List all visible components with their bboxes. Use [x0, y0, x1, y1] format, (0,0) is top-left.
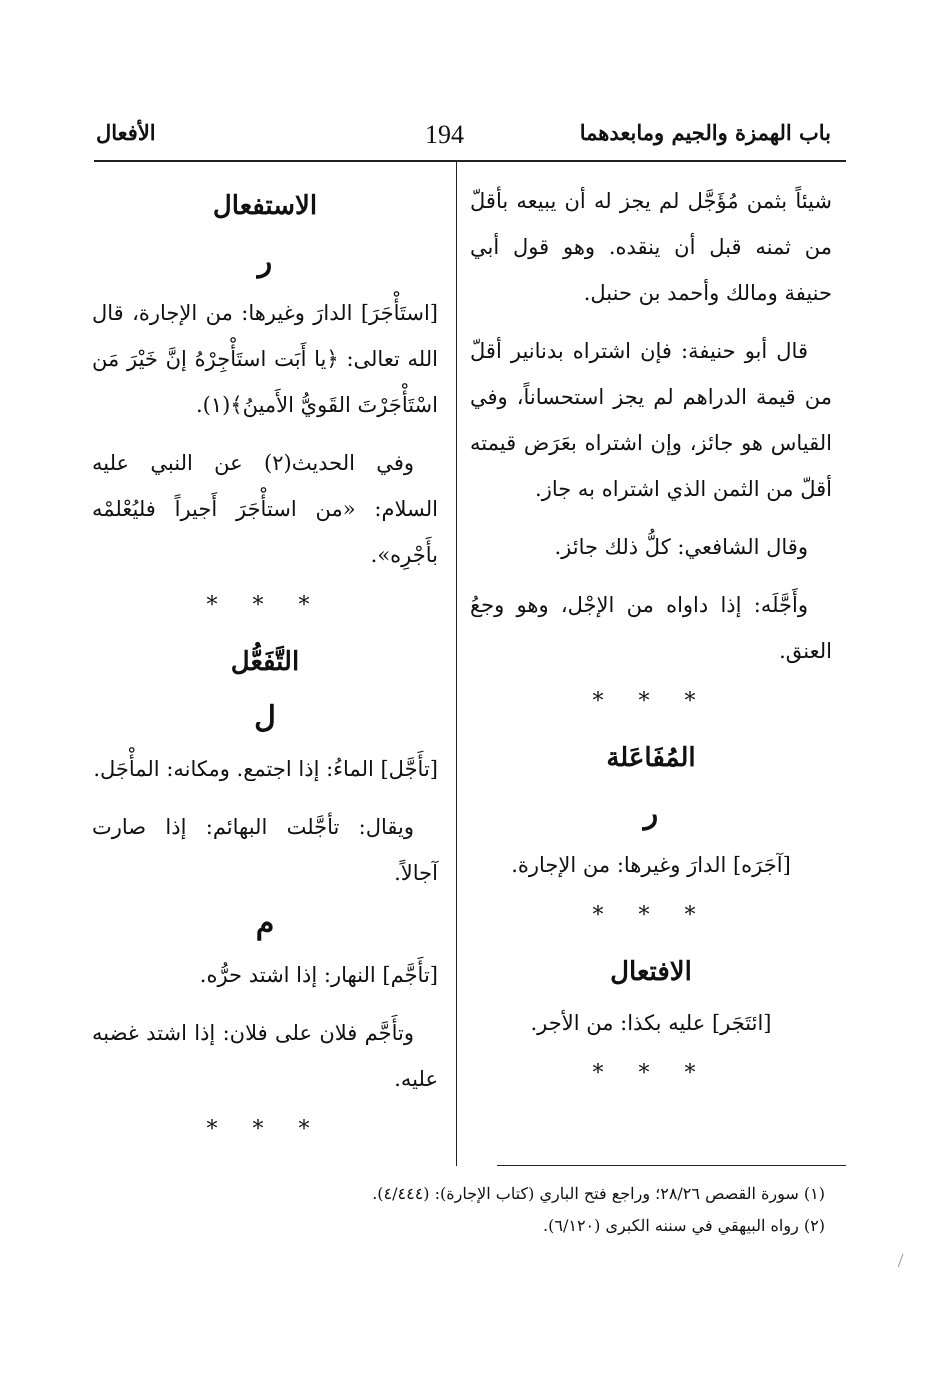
section-heading: الاستفعال: [212, 191, 318, 221]
root-letter: م: [255, 906, 275, 941]
paragraph: قال أبو حنيفة: فإن اشتراه بدنانير أقلّ من قيمة الدراهم لم يجز استحساناً، وفي القياس هو جائز، وإن اشتراه بعَرَض قيمته أقلّ من الثمن الذي اشتراه به جاز.: [470, 339, 832, 501]
right-column: [470, 178, 832, 1102]
section-heading: الافتعال: [610, 957, 692, 987]
running-header-section: الأفعال: [96, 120, 156, 145]
column-divider: [456, 162, 457, 1166]
left-column: [92, 178, 438, 1158]
paragraph: [ائتَجَر] عليه بكذا: من الأجر.: [530, 1011, 772, 1035]
paragraph: [تأَجَّل] الماءُ: إذا اجتمع. ومكانه: المأْجَل.: [93, 757, 438, 781]
paragraph: وفي الحديث(٢) عن النبي عليه السلام: «من استأْجَرَ أَجيراً فليُعْلمْه بأَجْرِه».: [92, 451, 438, 567]
paragraph: وقال الشافعي: كلُّ ذلك جائز.: [554, 535, 808, 559]
footnote-rule: [497, 1165, 846, 1166]
footnote: (١) سورة القصص ٢٨/٢٦؛ وراجع فتح الباري (كتاب الإجارة): (٤/٤٤٤).: [372, 1184, 825, 1203]
section-separator: * * *: [206, 1117, 324, 1142]
footnote: (٢) رواه البيهقي في سننه الكبرى (٦/١٢٠).: [543, 1216, 825, 1235]
running-header-chapter: باب الهمزة والجيم ومابعدهما: [579, 120, 831, 145]
paragraph: [آجَرَه] الدارَ وغيرها: من الإجارة.: [511, 853, 791, 877]
scan-mark: [898, 1254, 907, 1269]
root-letter: ر: [643, 796, 659, 831]
paragraph: [استَأْجَرَ] الدارَ وغيرها: من الإجارة، قال الله تعالى: ﴿يا أَبَت استَأْجِرْهُ إنَّ خَيْرَ مَن اسْتَأْجَرْتَ القَويُّ الأَمينُ﴾(١).: [92, 301, 438, 417]
section-heading: المُفَاعَلة: [606, 743, 696, 773]
section-heading: التَّفَعُّل: [230, 647, 300, 677]
section-separator: * * *: [592, 903, 710, 928]
section-separator: * * *: [206, 593, 324, 618]
section-separator: * * *: [592, 689, 710, 714]
paragraph: وتأَجَّم فلان على فلان: إذا اشتد غضبه عليه.: [92, 1021, 438, 1091]
paragraph: ويقال: تأجَّلت البهائم: إذا صارت آجالاً.: [92, 815, 438, 885]
paragraph: [تأَجَّم] النهار: إذا اشتد حرُّه.: [199, 963, 438, 987]
paragraph: وأَجَّلَه: إذا داواه من الإجْل، وهو وجعُ العنق.: [470, 593, 832, 663]
header-rule: [94, 160, 846, 162]
paragraph: شيئاً بثمن مُؤَجَّل لم يجز له أن يبيعه بأقلّ من ثمنه قبل أن ينقده. وهو قول أبي حنيفة ومالك وأحمد بن حنبل.: [470, 189, 832, 305]
page-number: 194: [425, 120, 464, 149]
root-letter: ر: [257, 244, 273, 279]
root-letter: ل: [254, 700, 276, 735]
section-separator: * * *: [592, 1061, 710, 1086]
